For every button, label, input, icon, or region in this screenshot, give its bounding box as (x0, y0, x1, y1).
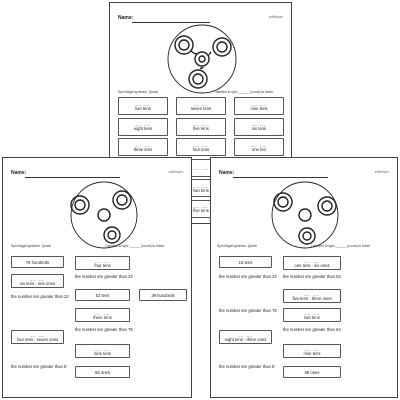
answer-blanks: __ __ (193, 203, 209, 208)
fidget-spinner-icon (257, 180, 353, 250)
name-label: Name: (11, 170, 27, 176)
box-label: five tens - three ones (292, 295, 332, 301)
answer-blanks: __ __ (304, 345, 320, 351)
answer-box[interactable] (11, 330, 64, 344)
box-label: four tens (94, 262, 111, 268)
answer-box[interactable] (283, 289, 341, 303)
prompt-text: the number ten greater than 75 (75, 327, 133, 332)
answer-blanks: __ __ (193, 182, 209, 188)
answer-blanks: __ __ (193, 141, 209, 147)
name-line (25, 177, 120, 178)
answer-box[interactable] (118, 118, 168, 136)
answer-box[interactable] (176, 118, 226, 136)
box-label: four tens (192, 146, 210, 152)
box-label: nine tens (94, 350, 111, 356)
worksheet-left[interactable] (2, 157, 192, 398)
box-label: six tens - one ones (19, 280, 56, 286)
answer-blanks: __ __ (94, 257, 110, 263)
instructions-right: I needed to spin ______ (count) to finish. (214, 90, 274, 94)
answer-box[interactable] (75, 256, 130, 270)
box-label: 88 ones (304, 369, 320, 375)
box-label: two tens (304, 314, 320, 320)
answer-box[interactable] (118, 138, 168, 156)
answer-box[interactable] (234, 138, 284, 156)
answer-blanks: __ __ (193, 164, 209, 170)
answer-blanks: __ __ (29, 331, 45, 337)
answer-blanks: __ __ (135, 121, 151, 126)
answer-box[interactable] (75, 308, 130, 322)
worksheet-right[interactable] (210, 157, 398, 398)
answer-box[interactable] (219, 330, 272, 344)
box-label: nine tens (303, 350, 321, 356)
answer-blanks: __ __ (135, 100, 151, 106)
answer-box[interactable] (118, 97, 168, 115)
box-label: nine tens (250, 105, 268, 111)
instructions-left: Spin fidget spinners. Quick! (11, 244, 52, 248)
prompt-text: the number ten greater than 22 (11, 294, 69, 299)
name-label: Name: (219, 170, 235, 176)
fidget-spinner-icon (56, 180, 152, 250)
answer-box[interactable] (234, 118, 284, 136)
answer-blanks: __ __ (237, 331, 253, 337)
box-label: 55 ones (95, 369, 110, 375)
answer-blanks: __ __ (193, 100, 209, 106)
answer-box[interactable] (11, 256, 64, 268)
box-label: two tens (135, 105, 151, 111)
answer-box[interactable] (283, 366, 341, 378)
answer-blanks: __ __ (304, 309, 320, 315)
answer-blanks: __ __ (304, 290, 320, 296)
box-label: four tens - seven ones (16, 336, 59, 342)
answer-blanks: __ __ (251, 141, 267, 147)
box-label: three tens (93, 314, 112, 320)
prompt-text: the number ten greater than 53 (283, 274, 341, 279)
answer-box[interactable] (75, 366, 130, 378)
answer-box[interactable] (176, 97, 226, 115)
brand-logo: edHelper (268, 15, 283, 19)
box-label: seven tens (190, 105, 212, 111)
box-label: 52 tens (95, 292, 110, 298)
prompt-text: the number ten greater than 8 (11, 364, 67, 369)
name-line (233, 177, 328, 178)
box-label: two tens (193, 187, 209, 193)
box-label: 15 tens (238, 259, 253, 265)
box-label: one tens - six ones (294, 262, 330, 268)
answer-box[interactable] (139, 289, 187, 301)
answer-box[interactable] (283, 256, 341, 270)
answer-box[interactable] (234, 97, 284, 115)
instructions-right: I needed to spin ______ (count) to finish. (311, 244, 371, 248)
answer-box[interactable] (283, 344, 341, 358)
brand-logo: edHelper (374, 170, 389, 174)
answer-blanks: __ __ (29, 275, 45, 281)
answer-blanks: __ __ (94, 309, 110, 315)
answer-blanks: __ __ (304, 257, 320, 263)
box-label: one ten (252, 146, 266, 152)
box-label: eight tens (133, 126, 153, 131)
instructions-left: Spin fidget spinners. Quick! (217, 244, 258, 248)
instructions-left: Spin fidget spinners. Quick! (118, 90, 159, 94)
answer-box[interactable] (283, 308, 341, 322)
answer-box[interactable] (219, 256, 272, 268)
box-label: five tens (193, 126, 209, 131)
answer-blanks: __ __ (251, 121, 267, 126)
answer-blanks: __ __ (94, 345, 110, 351)
instructions-right: I needed to spin ______ (count) to finish. (105, 244, 165, 248)
prompt-text: the number ten greater than 76 (219, 308, 277, 313)
box-label: eight tens - three ones (224, 336, 267, 342)
fidget-spinner-icon (156, 23, 248, 95)
box-label: three tens (133, 146, 153, 152)
answer-box[interactable] (75, 289, 130, 301)
prompt-text: the number ten greater than 8 (219, 364, 275, 369)
answer-box[interactable] (11, 274, 64, 288)
box-label: five tens (193, 208, 209, 213)
box-label: 79 hundreds (25, 259, 50, 265)
prompt-text: the number ten greater than 64 (283, 327, 341, 332)
prompt-text: the number ten greater than 23 (219, 274, 277, 279)
prompt-text: the number ten greater than 23 (75, 274, 133, 279)
answer-blanks: __ __ (135, 141, 151, 147)
brand-logo: edHelper (168, 170, 183, 174)
answer-box[interactable] (75, 344, 130, 358)
answer-blanks: __ __ (193, 121, 209, 126)
answer-blanks: __ __ (251, 100, 267, 106)
box-label: six tens (251, 126, 267, 131)
answer-box[interactable] (176, 138, 226, 156)
name-label: Name: (118, 15, 134, 21)
box-label: 39 hundreds (151, 292, 175, 298)
